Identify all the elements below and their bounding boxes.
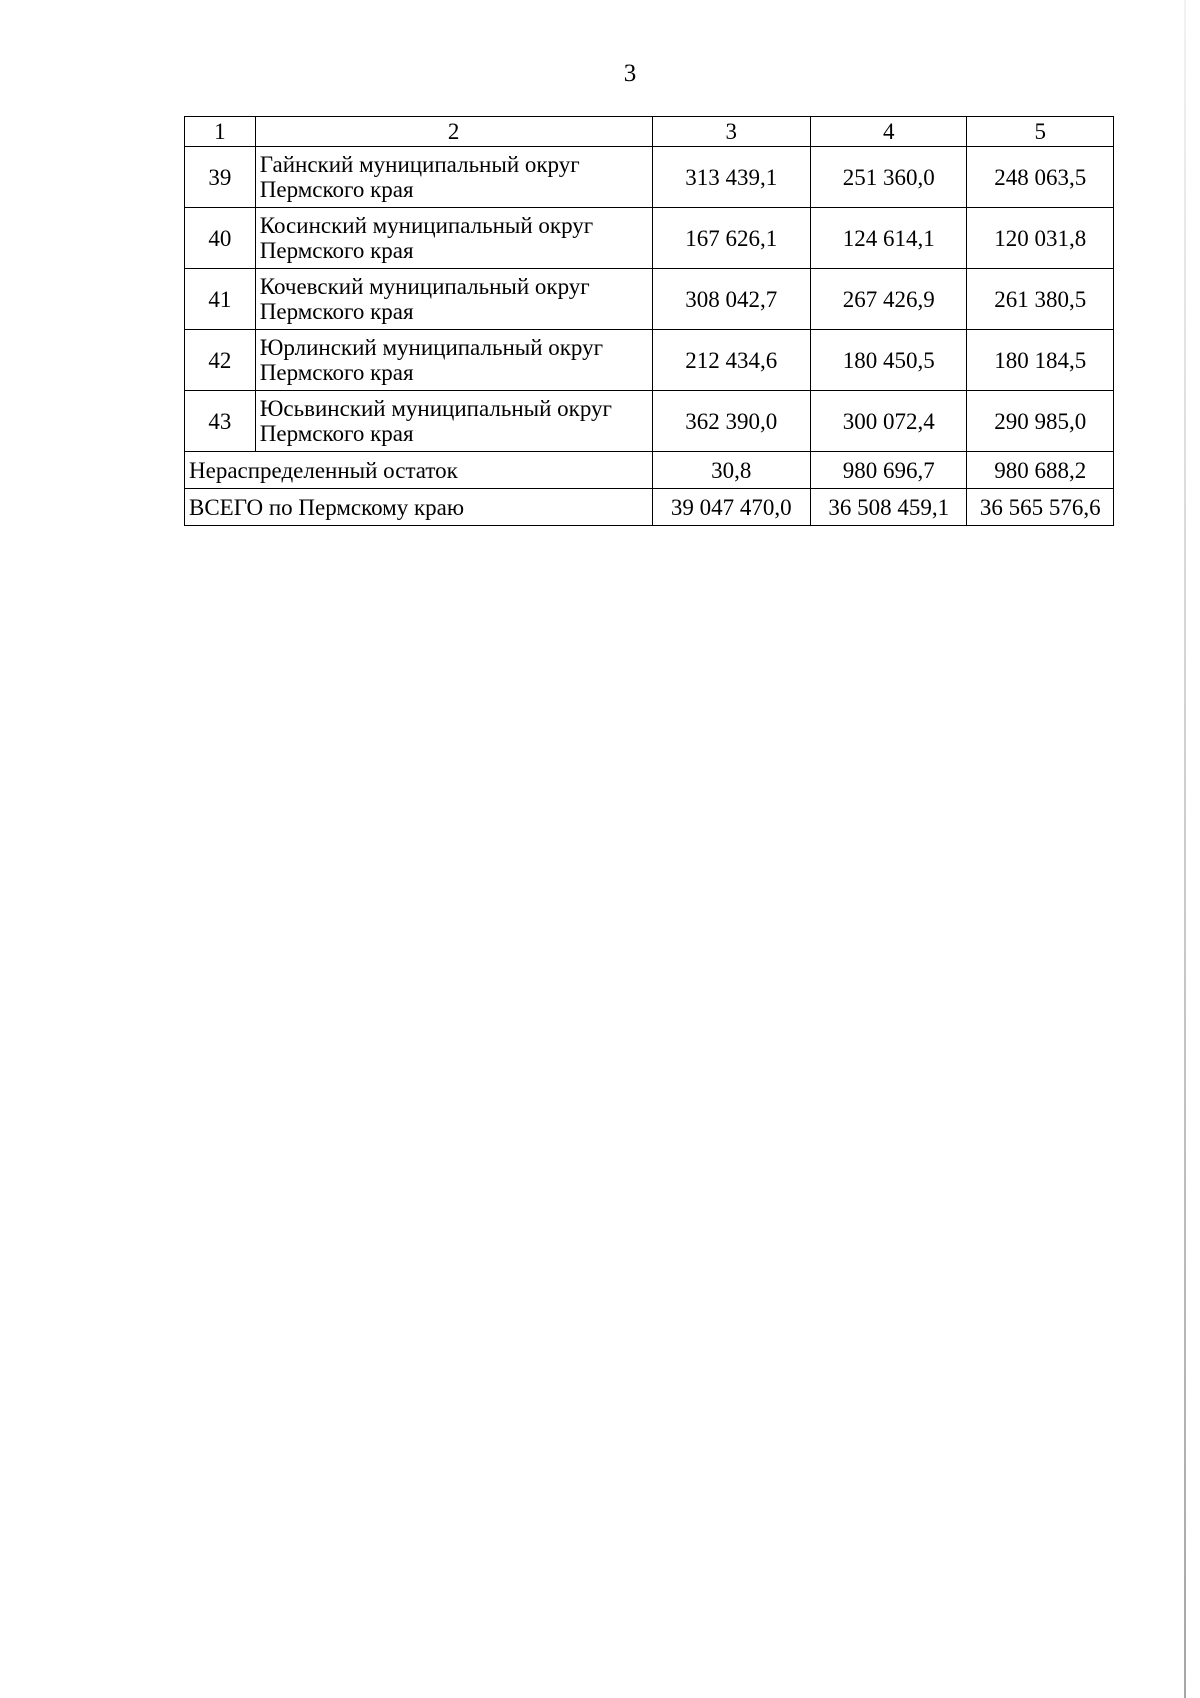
- municipality-name: [255, 208, 652, 269]
- municipality-name: [255, 147, 652, 208]
- value-col3: 308 042,7: [652, 269, 810, 330]
- municipality-name-line1: Гайнский муниципальный округ: [259, 152, 580, 177]
- value-col4: 124 614,1: [810, 208, 966, 269]
- table-row: [185, 391, 1114, 452]
- value-col3: 212 434,6: [652, 330, 810, 391]
- value-col4: 267 426,9: [810, 269, 966, 330]
- municipality-name-line2: Пермского края: [259, 421, 414, 446]
- municipality-name: [255, 391, 652, 452]
- table-row: [185, 269, 1114, 330]
- column-header-5: 5: [967, 117, 1114, 147]
- value-col4: 300 072,4: [810, 391, 966, 452]
- undistributed-col3: 30,8: [652, 452, 810, 489]
- value-col3: 313 439,1: [652, 147, 810, 208]
- municipality-name-line1: Юсьвинский муниципальный округ: [259, 396, 612, 421]
- column-header-1: 1: [185, 117, 256, 147]
- total-row: [185, 489, 1114, 526]
- total-col5: 36 565 576,6: [967, 489, 1114, 526]
- municipality-name-line2: Пермского края: [259, 299, 414, 324]
- total-col4: 36 508 459,1: [810, 489, 966, 526]
- value-col4: 180 450,5: [810, 330, 966, 391]
- municipality-name-line2: Пермского края: [259, 238, 414, 263]
- value-col5: 120 031,8: [967, 208, 1114, 269]
- table-header-row: [185, 117, 1114, 147]
- column-header-2: 2: [255, 117, 652, 147]
- row-number: 41: [185, 269, 256, 330]
- municipality-name-line2: Пермского края: [259, 360, 414, 385]
- municipality-name-line1: Кочевский муниципальный округ: [259, 274, 590, 299]
- undistributed-col5: 980 688,2: [967, 452, 1114, 489]
- column-header-4: 4: [810, 117, 966, 147]
- row-number: 40: [185, 208, 256, 269]
- value-col4: 251 360,0: [810, 147, 966, 208]
- total-col3: 39 047 470,0: [652, 489, 810, 526]
- undistributed-col4: 980 696,7: [810, 452, 966, 489]
- municipality-name-line2: Пермского края: [259, 177, 414, 202]
- value-col5: 180 184,5: [967, 330, 1114, 391]
- value-col3: 167 626,1: [652, 208, 810, 269]
- value-col5: 248 063,5: [967, 147, 1114, 208]
- page-number: 3: [623, 60, 637, 87]
- row-number: 43: [185, 391, 256, 452]
- row-number: 39: [185, 147, 256, 208]
- budget-table: [184, 116, 1114, 526]
- table-row: [185, 208, 1114, 269]
- municipality-name-line1: Юрлинский муниципальный округ: [259, 335, 604, 360]
- undistributed-label: Нераспределенный остаток: [185, 452, 653, 489]
- value-col3: 362 390,0: [652, 391, 810, 452]
- table-row: [185, 330, 1114, 391]
- table-row: [185, 147, 1114, 208]
- total-label: ВСЕГО по Пермскому краю: [185, 489, 653, 526]
- row-number: 42: [185, 330, 256, 391]
- municipality-name: [255, 269, 652, 330]
- scan-edge-shadow: [1184, 0, 1186, 1698]
- municipality-name: [255, 330, 652, 391]
- value-col5: 290 985,0: [967, 391, 1114, 452]
- value-col5: 261 380,5: [967, 269, 1114, 330]
- column-header-3: 3: [652, 117, 810, 147]
- municipality-name-line1: Косинский муниципальный округ: [259, 213, 594, 238]
- undistributed-row: [185, 452, 1114, 489]
